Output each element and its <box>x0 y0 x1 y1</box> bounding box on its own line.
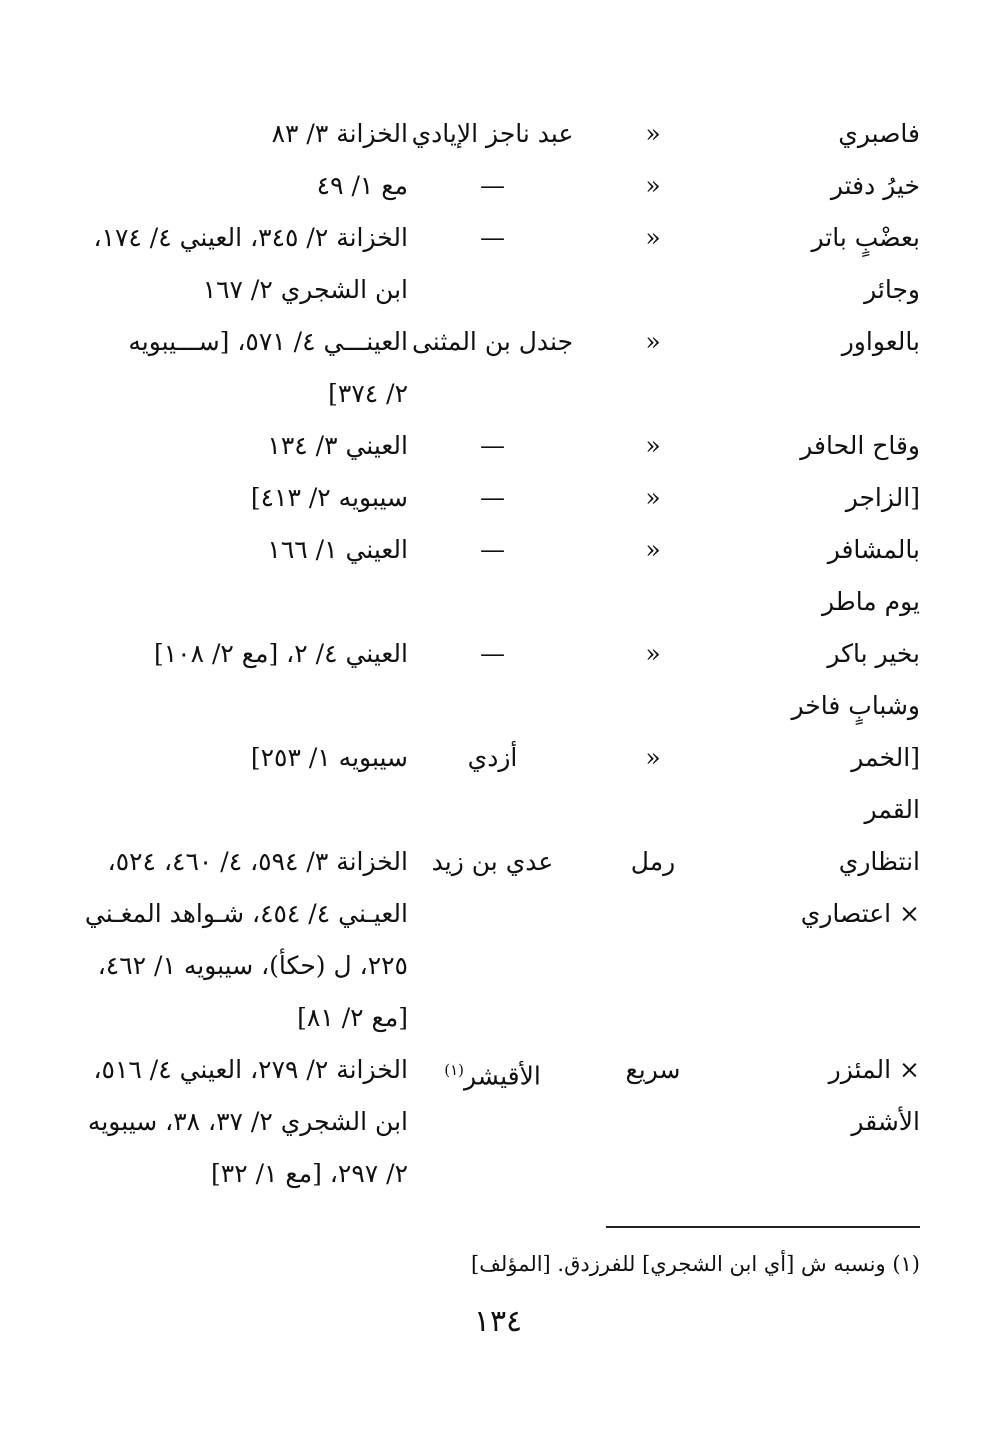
source <box>60 784 408 836</box>
poet: — <box>480 223 505 252</box>
meter: « <box>645 483 661 512</box>
source <box>60 576 408 628</box>
footnote-divider <box>606 1226 920 1228</box>
rhyme-word: وقاح الحافر <box>800 431 920 460</box>
source: ابن الشجري ٢/ ٣٧، ٣٨، سيبويه <box>87 1107 408 1136</box>
table-row <box>60 784 920 836</box>
meter: « <box>645 119 661 148</box>
poet: — <box>480 639 505 668</box>
table-row <box>60 1096 920 1148</box>
table-row <box>60 212 920 264</box>
source: ٢/ ٣٧٤] <box>328 379 408 408</box>
table-row <box>60 472 920 524</box>
rhyme-word: القمر <box>864 795 920 824</box>
rhyme-word: فاصبري <box>838 119 920 148</box>
source: العيني ٤/ ٢، [مع ٢/ ١٠٨] <box>153 639 408 668</box>
poet <box>395 888 590 940</box>
meter <box>608 992 698 1044</box>
meter: « <box>645 535 661 564</box>
source: الخزانة ٢/ ٢٧٩، العيني ٤/ ٥١٦، <box>93 1055 408 1084</box>
poet-name: الأقيشر <box>463 1061 541 1091</box>
rhyme-word: خيرُ دفتر <box>830 171 920 200</box>
footnote: (١) ونسبه ش [أي ابن الشجري] للفرزدق. [المؤلف] <box>471 1252 920 1276</box>
meter <box>608 784 698 836</box>
poet: أزدي <box>467 743 518 772</box>
poet <box>395 1096 590 1148</box>
meter <box>608 264 698 316</box>
table-row <box>60 524 920 576</box>
meter <box>608 888 698 940</box>
poet: عدي بن زيد <box>431 847 554 876</box>
poet: — <box>480 431 505 460</box>
source: العيني ١/ ١٦٦ <box>267 535 408 564</box>
meter <box>608 576 698 628</box>
table-row <box>60 680 920 732</box>
table-row <box>60 108 920 160</box>
table-row <box>60 264 920 316</box>
source: ٢٢٥، ل (حكأ)، سيبويه ١/ ٤٦٢، <box>97 951 408 980</box>
rhyme-word <box>750 992 920 1044</box>
page-number: ١٣٤ <box>473 1304 523 1339</box>
table-row <box>60 888 920 940</box>
table-row <box>60 160 920 212</box>
table-row <box>60 316 920 368</box>
meter: « <box>645 171 661 200</box>
source: الخزانة ٣/ ٥٩٤، ٤/ ٤٦٠، ٥٢٤، <box>107 847 408 876</box>
rhyme-word: بالعواور <box>841 327 920 356</box>
meter <box>608 940 698 992</box>
rhyme-word: × المئزر <box>828 1055 920 1084</box>
source: الخزانة ٣/ ٨٣ <box>271 119 408 148</box>
meter: سريع <box>625 1055 681 1084</box>
source: سيبويه ١/ ٢٥٣] <box>250 743 408 772</box>
source: [مع ٢/ ٨١] <box>297 1003 408 1032</box>
table-row <box>60 732 920 784</box>
meter: « <box>645 639 661 668</box>
table-row <box>60 836 920 888</box>
source: العينـــي ٤/ ٥٧١، [ســـيبويه <box>128 327 408 356</box>
source: العيـني ٤/ ٤٥٤، شـواهد المغـني <box>84 899 408 928</box>
source: ابن الشجري ٢/ ١٦٧ <box>202 275 408 304</box>
poet <box>395 940 590 992</box>
poet <box>395 784 590 836</box>
source: الخزانة ٢/ ٣٤٥، العيني ٤/ ١٧٤، <box>93 223 408 252</box>
rhyme-word: بخير باكر <box>827 639 920 668</box>
poet <box>395 680 590 732</box>
meter <box>608 1096 698 1148</box>
table-row <box>60 576 920 628</box>
meter: رمل <box>630 847 676 876</box>
poet: — <box>480 535 505 564</box>
footnote-marker: (١) <box>444 1061 464 1079</box>
meter: « <box>645 431 661 460</box>
poet <box>395 1044 590 1096</box>
rhyme-word: بالمشافر <box>827 535 920 564</box>
table-row <box>60 1044 920 1096</box>
source: ٢/ ٢٩٧، [مع ١/ ٣٢] <box>211 1159 408 1188</box>
meter: « <box>645 743 661 772</box>
source: مع ١/ ٤٩ <box>316 171 408 200</box>
meter <box>608 368 698 420</box>
rhyme-word <box>750 368 920 420</box>
rhyme-word: بعضْبٍ باتر <box>811 223 920 252</box>
rhyme-word: انتظاري <box>838 847 920 876</box>
rhyme-word: [الزاجر <box>845 483 920 512</box>
table-row <box>60 368 920 420</box>
table-row <box>60 1148 920 1200</box>
meter: « <box>645 223 661 252</box>
rhyme-word: × اعتصاري <box>800 899 920 928</box>
poet <box>395 368 590 420</box>
rhyme-word: وجائر <box>864 275 920 304</box>
poet: — <box>480 171 505 200</box>
table-row <box>60 992 920 1044</box>
poet: عبد ناجز الإيادي <box>411 119 574 148</box>
table-row <box>60 628 920 680</box>
table-row <box>60 940 920 992</box>
meter <box>608 680 698 732</box>
rhyme-word: وشبابٍ فاخر <box>791 691 920 720</box>
table-row <box>60 420 920 472</box>
poet <box>395 992 590 1044</box>
source: العيني ٣/ ١٣٤ <box>267 431 408 460</box>
rhyme-word: الأشقر <box>851 1107 920 1136</box>
rhyme-word <box>750 940 920 992</box>
source: سيبويه ٢/ ٤١٣] <box>250 483 408 512</box>
poet: جندل بن المثنى <box>411 327 574 356</box>
source <box>60 680 408 732</box>
poet <box>395 1148 590 1200</box>
rhyme-word <box>750 1148 920 1200</box>
rhyme-word: [الخمر <box>851 743 920 772</box>
poet <box>395 264 590 316</box>
meter <box>608 1148 698 1200</box>
rhyme-word: يوم ماطر <box>822 587 920 616</box>
poet: — <box>480 483 505 512</box>
poet <box>395 576 590 628</box>
meter: « <box>645 327 661 356</box>
